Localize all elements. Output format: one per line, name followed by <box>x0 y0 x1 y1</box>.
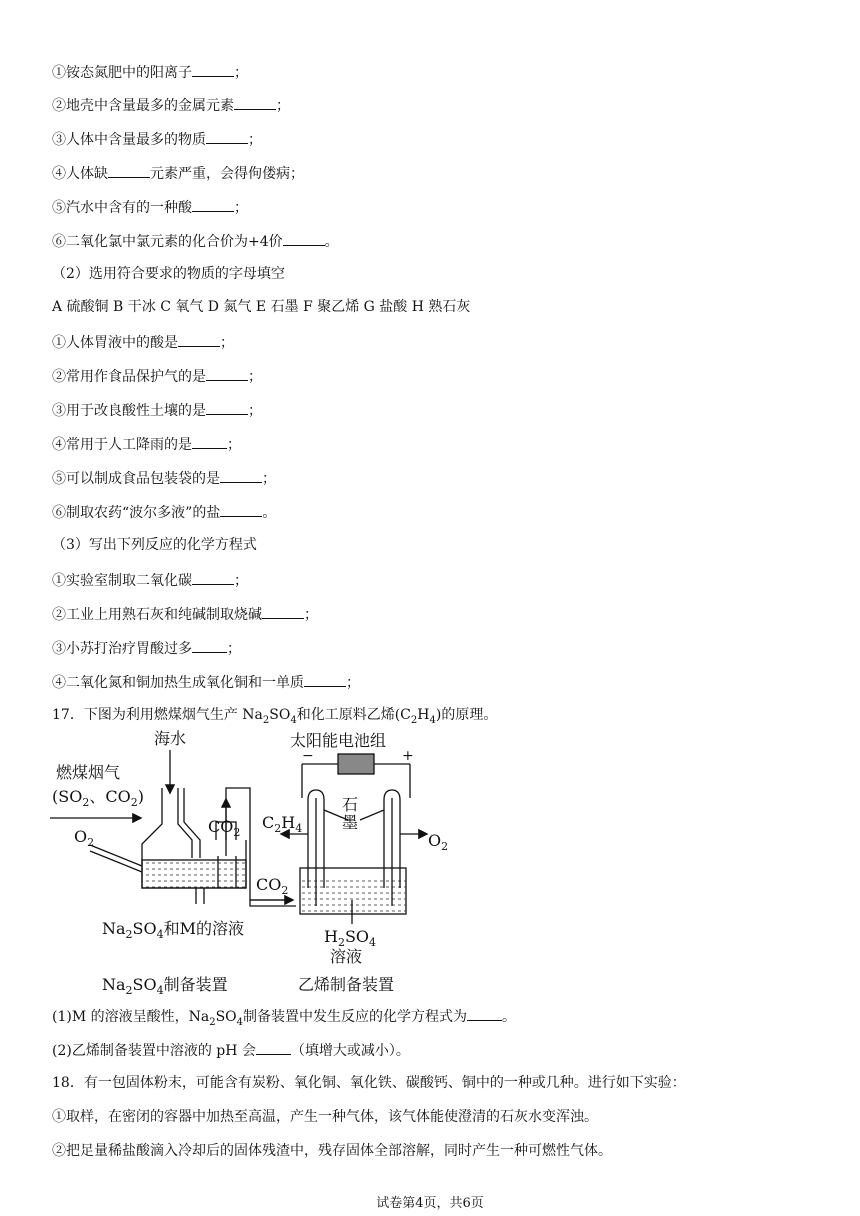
label-o2-out: $O_2$ <box>428 831 449 853</box>
q18-step2: ②把足量稀盐酸滴入冷却后的固体残渣中，残存固体全部溶解，同时产生一种可燃性气体。 <box>52 1143 612 1159</box>
q18-step1: ①取样，在密闭的容器中加热至高温，产生一种气体，该气体能使澄清的石灰水变浑浊。 <box>52 1109 598 1125</box>
q16-1-item1: ①铵态氮肥中的阳离子 ； <box>52 62 248 82</box>
q17-stem: 17．下图为利用燃煤烟气生产 $Na_2SO_4$和化工原料乙烯$(C_2H_4)$的原理。 <box>52 707 498 726</box>
q16-2-item1: ①人体胃液中的酸是 ； <box>52 332 234 352</box>
q16-3-heading: （3）写出下列反应的化学方程式 <box>52 537 257 553</box>
page-footer: 试卷第4页，共6页 <box>376 1196 484 1211</box>
label-co2-mid: $CO_2$ <box>256 875 289 897</box>
q16-2-heading: （2）选用符合要求的物质的字母填空 <box>52 266 285 282</box>
q16-3-item3: ③小苏打治疗胃酸过多 ； <box>52 638 241 658</box>
q16-1-item2: ②地壳中含量最多的金属元素 ； <box>52 95 290 115</box>
q17-sub1: (1)M 的溶液呈酸性，$Na_2SO_4$制备装置中发生反应的化学方程式为 。 <box>52 1006 516 1032</box>
caption-na2so4-device: $Na_2SO_4$制备装置 <box>102 975 228 997</box>
caption-ethylene-device: 乙烯制备装置 <box>298 975 395 994</box>
label-solution: $Na_2SO_4$和M的溶液 <box>102 919 245 941</box>
label-graphite-1: 石 <box>342 795 359 814</box>
q16-2-item3: ③用于改良酸性土壤的是 ； <box>52 400 262 420</box>
q16-2-item4: ④常用于人工降雨的是 ； <box>52 434 241 454</box>
label-o2-in: $O_2$ <box>74 827 95 849</box>
label-fluegas-composition: ($SO_2$、$CO_2$) <box>52 787 144 809</box>
q16-1-item4: ④人体缺 元素严重，会得佝偻病； <box>52 163 304 183</box>
process-diagram <box>50 728 470 1000</box>
q16-2-item5: ⑤可以制成食品包装袋的是 ； <box>52 468 276 488</box>
q17-sub2: (2)乙烯制备装置中溶液的 pH 会 （填增大或减小）。 <box>52 1040 410 1060</box>
q16-2-item6: ⑥制取农药“波尔多液”的盐 。 <box>52 502 276 522</box>
q16-1-item6: ⑥二氧化氯中氯元素的化合价为+4价 。 <box>52 231 339 251</box>
q16-2-item2: ②常用作食品保护气的是 ； <box>52 366 262 386</box>
label-c2h4: $C_2H_4$ <box>262 813 303 835</box>
label-seawater: 海水 <box>154 729 187 748</box>
label-plus: + <box>402 748 414 764</box>
label-solar-battery: 太阳能电池组 <box>290 731 387 750</box>
label-co2-top: $CO_2$ <box>208 817 241 839</box>
label-rongye: 溶液 <box>330 947 363 966</box>
q16-3-item2: ②工业上用熟石灰和纯碱制取烧碱 ； <box>52 604 318 624</box>
label-h2so4: $H_2SO_4$ <box>324 927 377 949</box>
q16-3-item1: ①实验室制取二氧化碳 ； <box>52 570 248 590</box>
q16-1-item5: ⑤汽水中含有的一种酸 ； <box>52 197 248 217</box>
q16-3-item4: ④二氧化氮和铜加热生成氧化铜和一单质 ； <box>52 672 360 692</box>
q18-stem: 18．有一包固体粉末，可能含有炭粉、氧化铜、氧化铁、碳酸钙、铜中的一种或几种。进行如下实验： <box>52 1075 686 1091</box>
q16-2-options: A 硫酸铜 B 干冰 C 氧气 D 氮气 E 石墨 F 聚乙烯 G 盐酸 H 熟石灰 <box>52 299 471 315</box>
label-minus: − <box>302 748 314 764</box>
q16-1-item3: ③人体中含量最多的物质 ； <box>52 129 262 149</box>
label-graphite-2: 墨 <box>342 813 359 832</box>
label-fluegas: 燃煤烟气 <box>56 763 121 782</box>
